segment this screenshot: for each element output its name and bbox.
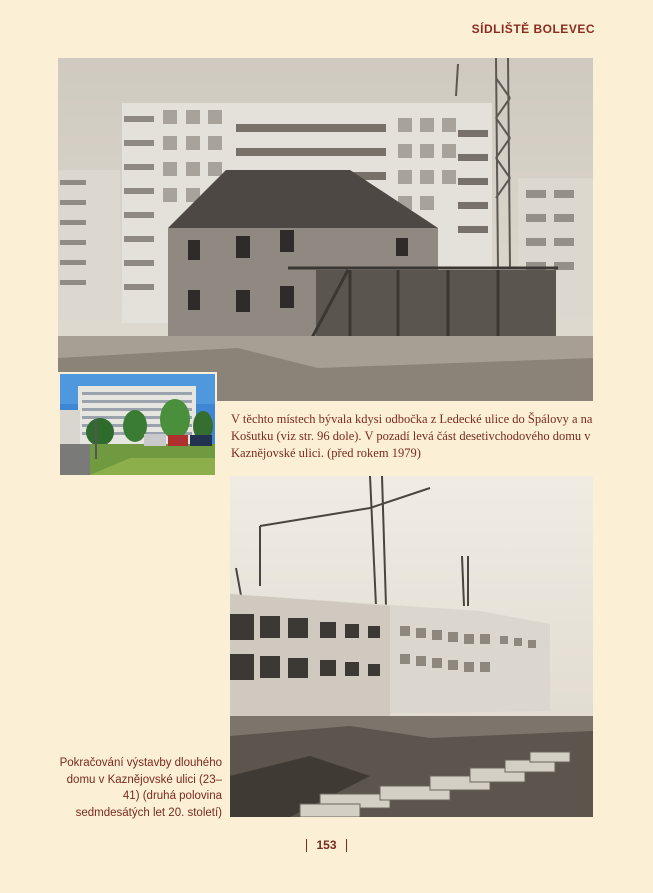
caption-top-photo: V těchto místech bývala kdysi odbočka z Ledecké ulice do Špálovy a na Košutku (viz str. 96 dole). V pozadí levá část desetivchodového domu v Kaznějovské ulici. (před rokem 1979) — [231, 412, 593, 460]
caption-bottom-photo: Pokračování výstavby dlouhého domu v Kaznějovské ulici (23–41) (druhá polovina sedmdesátých let 20. století) — [59, 757, 222, 819]
page-footer — [0, 838, 653, 852]
photo-construction-long-building — [230, 476, 593, 817]
photo-house-and-panel-block — [58, 58, 593, 401]
folio-divider-left — [306, 839, 307, 852]
folio-divider-right — [346, 839, 347, 852]
photo-present-day-color — [58, 372, 217, 477]
running-header: SÍDLIŠTĚ BOLEVEC — [471, 22, 595, 36]
page-number: 153 — [316, 838, 337, 852]
